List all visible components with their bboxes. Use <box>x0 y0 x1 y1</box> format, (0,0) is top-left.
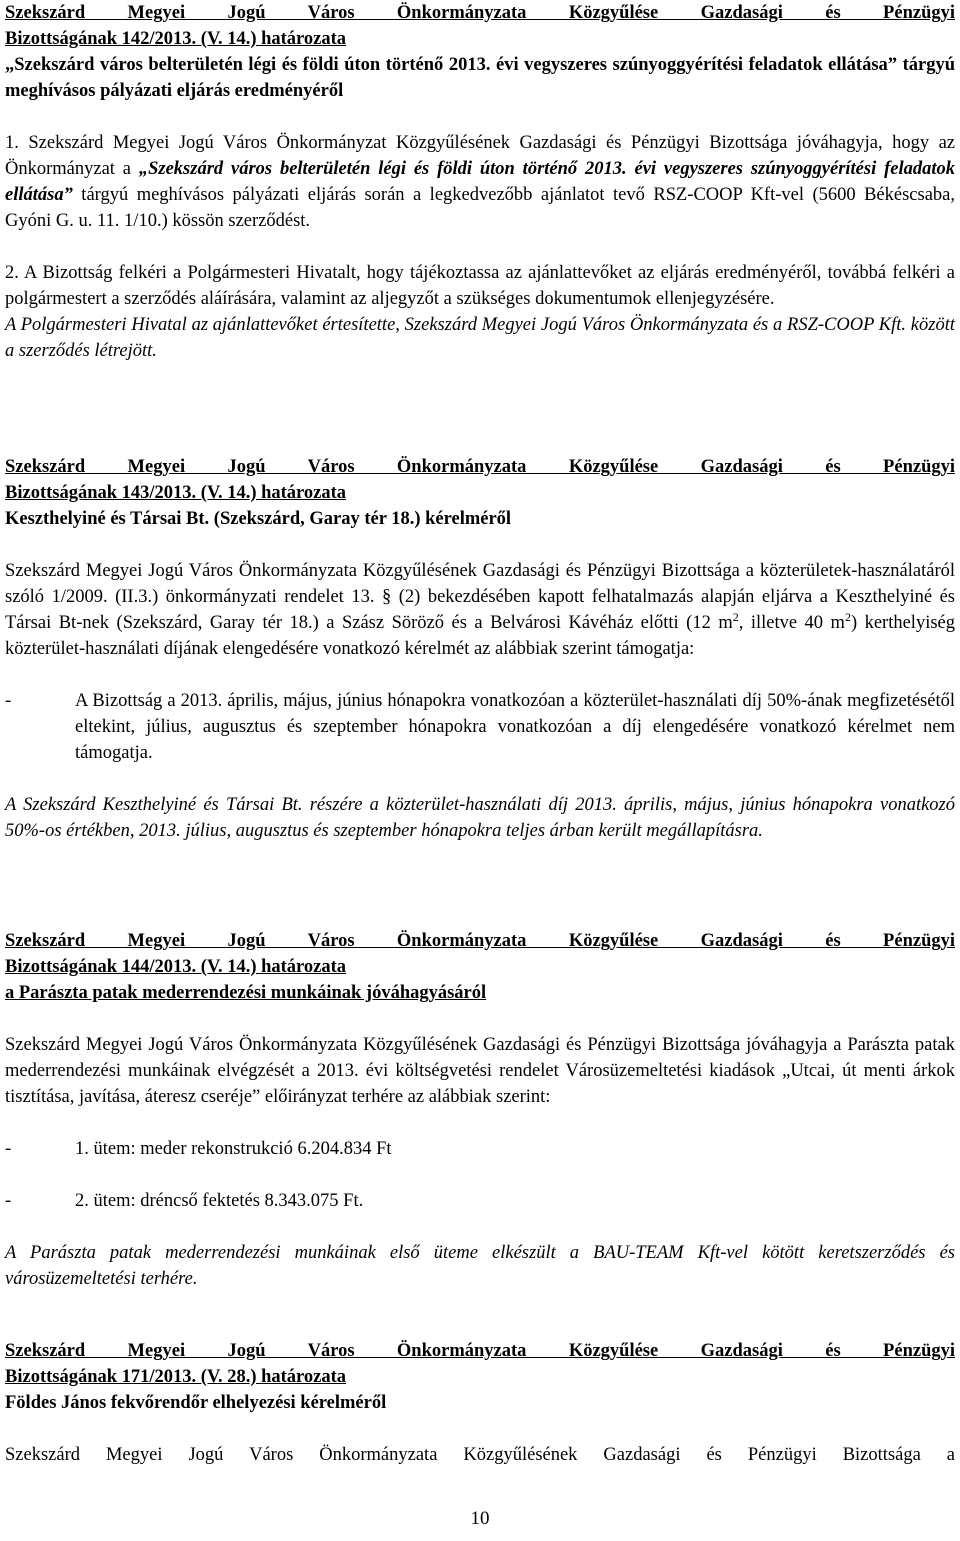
paragraph-text: Szekszárd Megyei Jogú Város Önkormányzata Közgyűlésének Gazdasági és Pénzügyi Bizottsága a közterületek-használatáról szóló 1/2009. (II.3.) önkormányzati rendelet 13. <box>5 561 955 607</box>
section-sign: § <box>381 587 392 607</box>
resolution-header-line1: Szekszárd Megyei Jogú Város Önkormányzata Közgyűlése Gazdasági és Pénzügyi <box>5 1341 955 1361</box>
list-dash: - <box>5 1191 12 1211</box>
list-item <box>5 1188 955 1214</box>
list-dash: - <box>5 691 12 711</box>
list-item-text: A Bizottság a 2013. április, május, június hónapokra vonatkozóan a közterület-használati díj 50%-ának megfizetésétől eltekint, július, augusztus és szeptember hónapokra vonatkozóan a díj elengedésére vonatkozó kérelmet nem támogatja. <box>75 691 955 763</box>
resolution-143 <box>5 454 955 844</box>
resolution-subject: Keszthelyiné és Társai Bt. (Szekszárd, Garay tér 18.) kérelméről <box>5 509 512 529</box>
resolution-header-line1: Szekszárd Megyei Jogú Város Önkormányzata Közgyűlése Gazdasági és Pénzügyi <box>5 3 955 23</box>
page-number: 10 <box>470 1508 490 1529</box>
superscript: 2 <box>844 610 851 624</box>
resolution-note: A Polgármesteri Hivatal az ajánlattevőket értesítette, Szekszárd Megyei Jogú Város Önkormányzata és a RSZ-COOP Kft. között a szerződés létrejött. <box>5 315 955 361</box>
list-dash: - <box>5 1139 12 1159</box>
resolution-142 <box>5 0 955 364</box>
paragraph-text: (2) bekezdésében kapott felhatalmazás alapján eljárva a Keszthelyiné és Társai Bt-nek (Szekszárd, Garay tér 18.) a Szász Söröző és a Belvárosi Kávéház előtti (12 m <box>5 587 955 633</box>
resolution-header-line1: Szekszárd Megyei Jogú Város Önkormányzata Közgyűlése Gazdasági és Pénzügyi <box>5 931 955 951</box>
resolution-note: A Szekszárd Keszthelyiné és Társai Bt. részére a közterület-használati díj 2013. április, május, június hónapokra vonatkozó 50%-os értékben, 2013. július, augusztus és szeptember hónapokra teljes árban került megállapításra. <box>5 795 955 841</box>
resolution-paragraph-1 <box>5 130 955 234</box>
resolution-paragraph: Szekszárd Megyei Jogú Város Önkormányzata Közgyűlésének Gazdasági és Pénzügyi Bizottsága a <box>5 1445 955 1465</box>
paragraph-text: 1. Szekszárd Megyei Jogú Város Önkormányzat Közgyűlésének Gazdasági és Pénzügyi Bizottsága jóváhagyja, hogy az Önkormányzat a <box>5 133 955 179</box>
list-item-text: 1. ütem: meder rekonstrukció 6.204.834 Ft <box>75 1139 392 1159</box>
resolution-171 <box>5 1338 955 1468</box>
resolution-header-line2: Bizottságának 143/2013. (V. 14.) határozata <box>5 483 347 503</box>
resolution-header-line2: Bizottságának 144/2013. (V. 14.) határozata <box>5 957 347 977</box>
resolution-paragraph-2: 2. A Bizottság felkéri a Polgármesteri Hivatalt, hogy tájékoztassa az ajánlattevőket az eljárás eredményéről, továbbá felkéri a polgármestert a szerződés aláírására, valamint az aljegyzőt a szükséges dokumentumok ellenjegyzésére. <box>5 263 955 309</box>
list-item-text: 2. ütem: dréncső fektetés 8.343.075 Ft. <box>75 1191 364 1211</box>
paragraph-text: tárgyú meghívásos pályázati eljárás során a legkedvezőbb ajánlatot tevő RSZ-COOP Kft-vel (5600 Békéscsaba, Gyóni G. u. 11. 1/10.) kössön szerződést. <box>5 185 955 231</box>
resolution-paragraph <box>5 558 955 662</box>
resolution-subject: „Szekszárd város belterületén légi és földi úton történő 2013. évi vegyszeres szúnyoggyérítési feladatok ellátása” tárgyú meghívásos pályázati eljárás eredményéről <box>5 55 955 101</box>
resolution-header-line2: Bizottságának 142/2013. (V. 14.) határozata <box>5 29 347 49</box>
resolution-header-line2: Bizottságának 171/2013. (V. 28.) határozata <box>5 1367 347 1387</box>
paragraph-text: , illetve 40 m <box>738 613 845 633</box>
paragraph-text: ) kerthelyiség közterület-használati díjának elengedésére vonatkozó kérelmét az alábbiak szerint támogatja: <box>5 613 956 659</box>
resolution-subject: a Parászta patak mederrendezési munkáinak jóváhagyásáról <box>5 983 487 1003</box>
list-item <box>5 688 955 766</box>
superscript: 2 <box>732 610 739 624</box>
resolution-paragraph: Szekszárd Megyei Jogú Város Önkormányzata Közgyűlésének Gazdasági és Pénzügyi Bizottsága jóváhagyja a Parászta patak mederrendezési munkáinak elvégzését a 2013. évi költségvetési rendelet Városüzemeltetési kiadások „Utcai, út menti árkok tisztítása, javítása, áteresz cseréje” előirányzat terhére az alábbiak szerint: <box>5 1035 955 1107</box>
resolution-header-line1: Szekszárd Megyei Jogú Város Önkormányzata Közgyűlése Gazdasági és Pénzügyi <box>5 457 955 477</box>
resolution-144 <box>5 928 955 1292</box>
tender-title: „Szekszárd város belterületén légi és földi úton történő 2013. évi vegyszeres szúnyoggyérítési feladatok ellátása” <box>5 159 955 205</box>
resolution-note: A Parászta patak mederrendezési munkáinak első üteme elkészült a BAU-TEAM Kft-vel kötött keretszerződés és városüzemeltetési terhére. <box>5 1243 955 1289</box>
list-item <box>5 1136 955 1162</box>
resolution-subject: Földes János fekvőrendőr elhelyezési kérelméről <box>5 1393 387 1413</box>
